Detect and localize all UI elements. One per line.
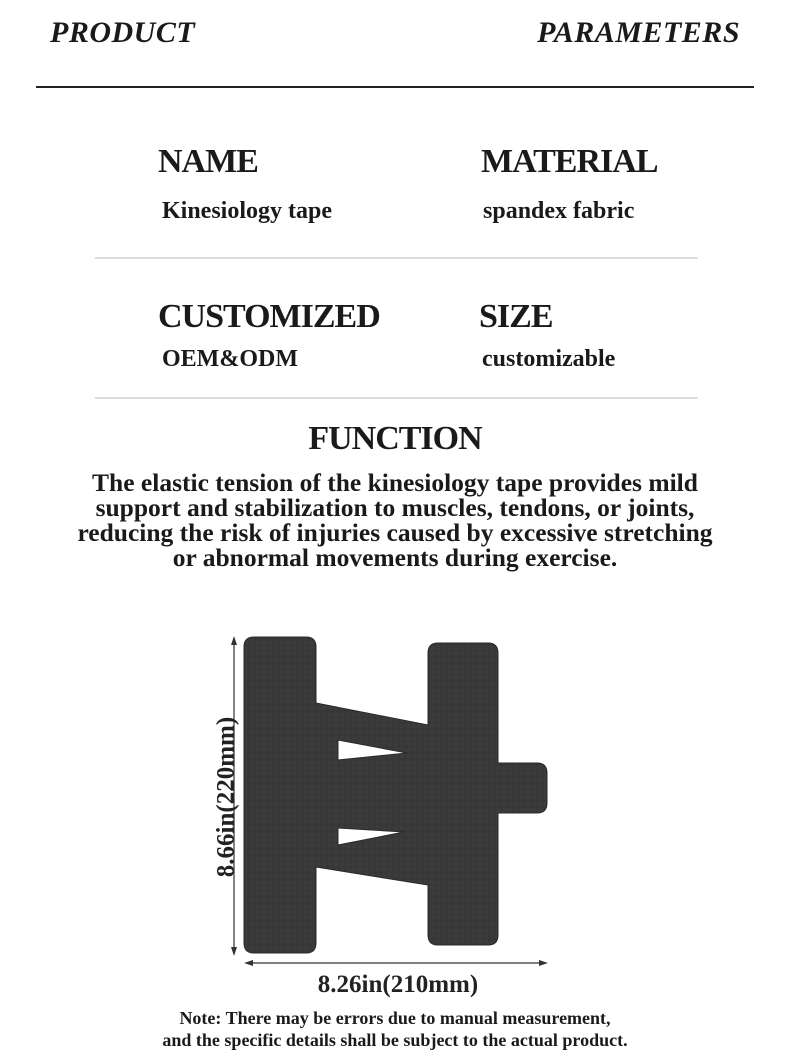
material-label: MATERIAL (481, 143, 658, 180)
function-title: FUNCTION (308, 420, 482, 457)
tape-size-diagram (0, 600, 790, 1005)
header-parameters-title: PARAMETERS (537, 16, 740, 49)
name-label: NAME (158, 143, 258, 180)
function-line: reducing the risk of injuries caused by excessive stretching (77, 518, 713, 547)
name-value: Kinesiology tape (162, 198, 333, 224)
size-label: SIZE (479, 298, 553, 335)
material-value: spandex fabric (483, 198, 635, 224)
header-product-title: PRODUCT (50, 16, 196, 49)
divider-2 (95, 397, 698, 399)
function-line: The elastic tension of the kinesiology tape provides mild (92, 468, 698, 497)
function-line: support and stabilization to muscles, tendons, or joints, (95, 493, 695, 522)
function-line: or abnormal movements during exercise. (172, 543, 618, 572)
width-label: 8.26in(210mm) (317, 971, 479, 998)
divider-1 (95, 257, 698, 259)
note-line: and the specific details shall be subject to the actual product. (162, 1030, 628, 1050)
height-label: 8.66in(220mm) (212, 716, 240, 878)
kinesiology-tape-shape (244, 637, 547, 953)
note-line: Note: There may be errors due to manual measurement, (179, 1008, 611, 1028)
arrow-left-icon (244, 960, 253, 966)
measurement-note (0, 1007, 790, 1051)
customized-value: OEM&ODM (162, 346, 298, 372)
arrow-right-icon (539, 960, 548, 966)
header-divider (36, 86, 754, 88)
arrow-up-icon (231, 636, 237, 645)
customized-label: CUSTOMIZED (158, 298, 380, 335)
size-value: customizable (482, 346, 616, 372)
function-description (30, 470, 760, 570)
arrow-down-icon (231, 947, 237, 956)
